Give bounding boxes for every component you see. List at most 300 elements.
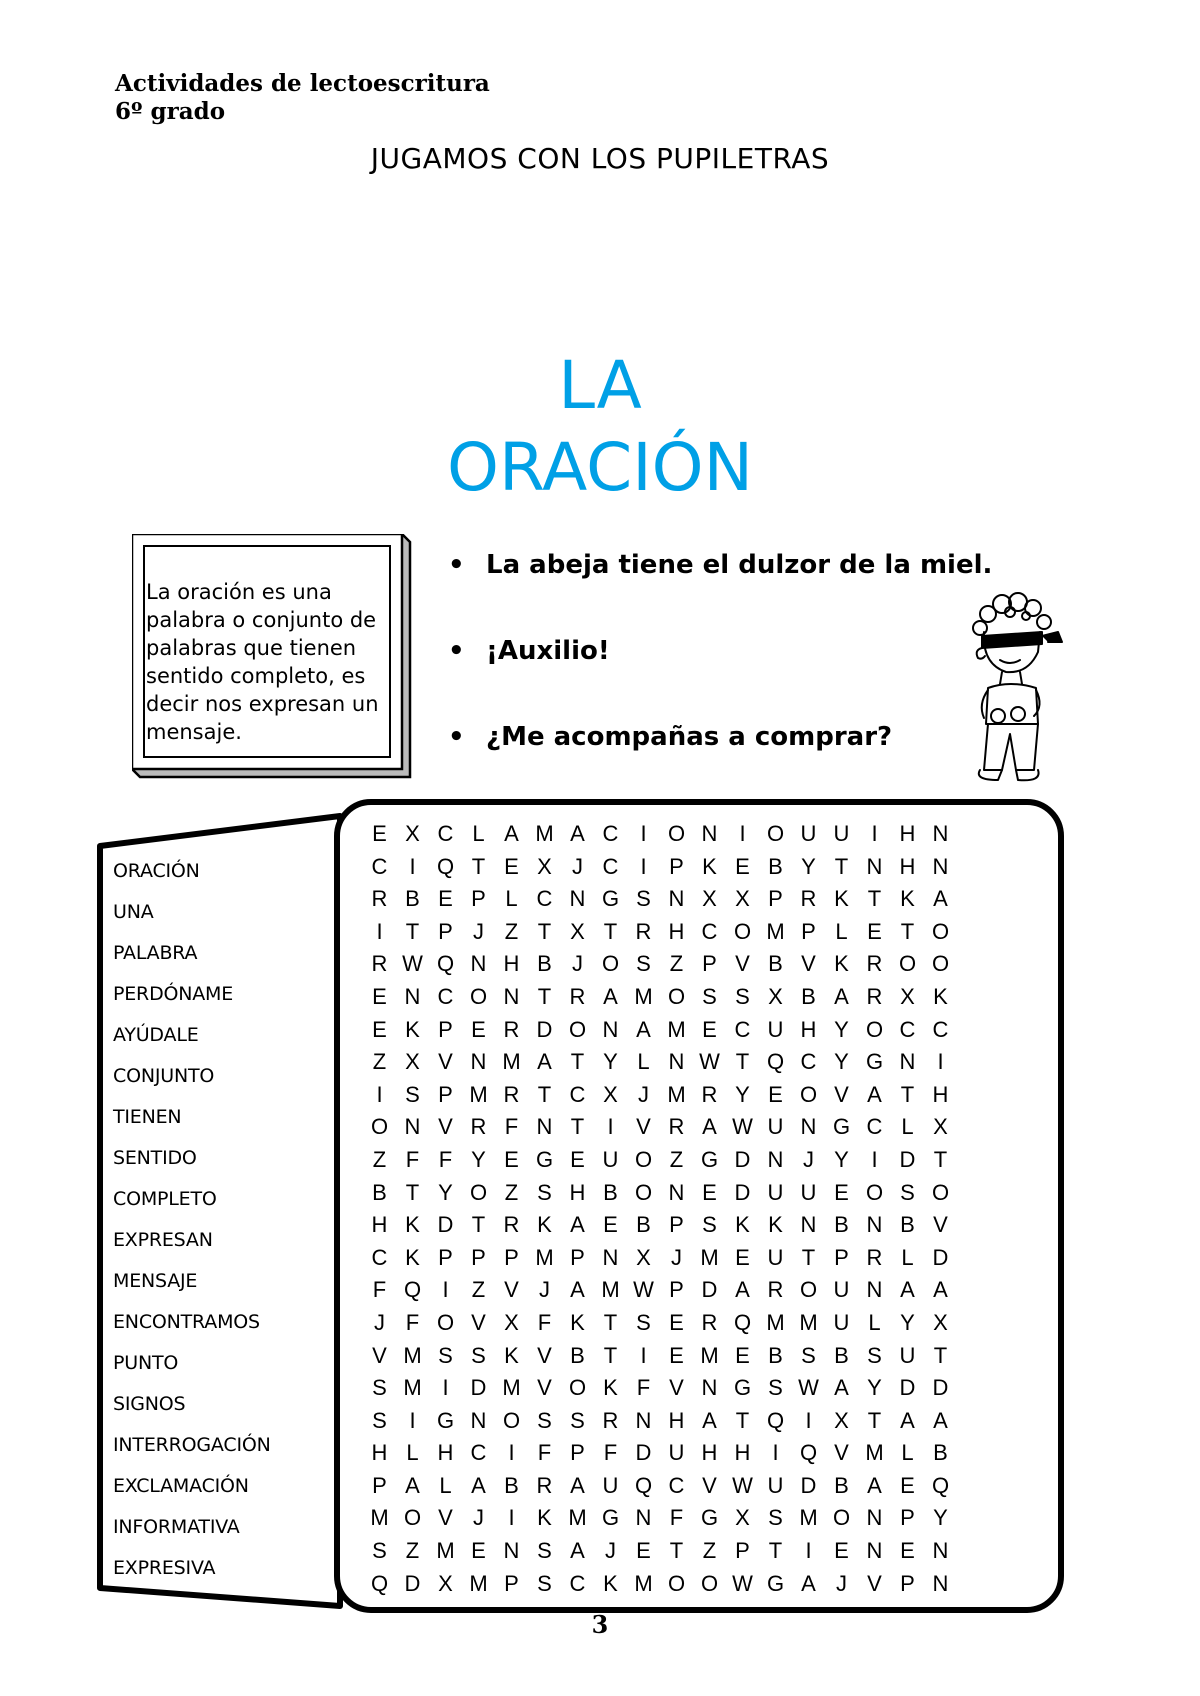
grid-letter[interactable]: E: [867, 918, 882, 944]
grid-letter[interactable]: N: [404, 983, 421, 1009]
grid-letter[interactable]: O: [700, 1570, 719, 1596]
grid-letter[interactable]: M: [403, 1375, 422, 1401]
grid-letter[interactable]: V: [933, 1212, 948, 1238]
grid-letter[interactable]: E: [570, 1146, 585, 1172]
grid-letter[interactable]: H: [800, 1016, 817, 1042]
grid-letter[interactable]: E: [603, 1212, 618, 1238]
grid-letter[interactable]: K: [735, 1212, 750, 1238]
grid-letter[interactable]: A: [867, 1081, 882, 1107]
grid-letter[interactable]: M: [436, 1538, 455, 1564]
grid-letter[interactable]: T: [537, 983, 552, 1009]
grid-letter[interactable]: K: [537, 1212, 552, 1238]
grid-letter[interactable]: K: [405, 1212, 420, 1238]
grid-letter[interactable]: X: [636, 1244, 651, 1270]
grid-letter[interactable]: X: [768, 983, 783, 1009]
grid-letter[interactable]: D: [899, 1146, 916, 1172]
grid-letter[interactable]: S: [735, 983, 750, 1009]
grid-letter[interactable]: E: [900, 1472, 915, 1498]
grid-letter[interactable]: A: [900, 1407, 915, 1433]
grid-letter[interactable]: A: [636, 1016, 651, 1042]
grid-letter[interactable]: U: [800, 1179, 817, 1205]
grid-letter[interactable]: K: [768, 1212, 783, 1238]
grid-letter[interactable]: E: [471, 1538, 486, 1564]
grid-letter[interactable]: N: [602, 1244, 619, 1270]
grid-letter[interactable]: V: [834, 1440, 849, 1466]
grid-letter[interactable]: H: [668, 918, 685, 944]
grid-letter[interactable]: L: [868, 1309, 881, 1335]
grid-letter[interactable]: L: [439, 1472, 452, 1498]
grid-letter[interactable]: R: [503, 1016, 520, 1042]
grid-letter[interactable]: M: [634, 983, 653, 1009]
grid-letter[interactable]: E: [702, 1179, 717, 1205]
grid-letter[interactable]: H: [701, 1440, 718, 1466]
grid-letter[interactable]: O: [931, 951, 950, 977]
grid-letter[interactable]: H: [569, 1179, 586, 1205]
grid-letter[interactable]: Y: [603, 1049, 618, 1075]
grid-letter[interactable]: D: [635, 1440, 652, 1466]
grid-letter[interactable]: V: [438, 1114, 453, 1140]
grid-letter[interactable]: Z: [669, 951, 684, 977]
grid-letter[interactable]: U: [767, 1472, 784, 1498]
grid-letter[interactable]: Q: [403, 1277, 422, 1303]
grid-letter[interactable]: U: [767, 1244, 784, 1270]
grid-letter[interactable]: N: [866, 1212, 883, 1238]
grid-letter[interactable]: W: [798, 1375, 819, 1401]
grid-letter[interactable]: O: [799, 1081, 818, 1107]
grid-letter[interactable]: D: [437, 1212, 454, 1238]
grid-letter[interactable]: E: [438, 886, 453, 912]
grid-letter[interactable]: P: [900, 1570, 915, 1596]
grid-letter[interactable]: I: [805, 1538, 812, 1564]
grid-letter[interactable]: Z: [405, 1538, 420, 1564]
grid-letter[interactable]: B: [405, 886, 420, 912]
grid-letter[interactable]: T: [570, 1049, 585, 1075]
grid-letter[interactable]: H: [734, 1440, 751, 1466]
grid-letter[interactable]: A: [735, 1277, 750, 1303]
grid-letter[interactable]: G: [832, 1114, 851, 1140]
grid-letter[interactable]: T: [735, 1049, 750, 1075]
grid-letter[interactable]: U: [833, 1309, 850, 1335]
grid-letter[interactable]: A: [570, 1212, 585, 1238]
grid-letter[interactable]: B: [603, 1179, 618, 1205]
grid-letter[interactable]: D: [932, 1244, 949, 1270]
grid-letter[interactable]: Z: [471, 1277, 486, 1303]
grid-letter[interactable]: C: [470, 1440, 487, 1466]
grid-letter[interactable]: G: [601, 1505, 620, 1531]
grid-letter[interactable]: O: [403, 1505, 422, 1531]
grid-letter[interactable]: Y: [834, 1146, 849, 1172]
grid-letter[interactable]: A: [834, 1375, 849, 1401]
grid-letter[interactable]: U: [668, 1440, 685, 1466]
grid-letter[interactable]: V: [735, 951, 750, 977]
grid-letter[interactable]: C: [701, 918, 718, 944]
grid-letter[interactable]: P: [504, 1244, 519, 1270]
grid-letter[interactable]: R: [668, 1114, 685, 1140]
grid-letter[interactable]: B: [768, 1342, 783, 1368]
grid-letter[interactable]: C: [569, 1081, 586, 1107]
grid-letter[interactable]: P: [768, 886, 783, 912]
grid-letter[interactable]: N: [800, 1212, 817, 1238]
grid-letter[interactable]: U: [602, 1146, 619, 1172]
grid-letter[interactable]: C: [371, 1244, 388, 1270]
grid-letter[interactable]: I: [640, 853, 647, 879]
grid-letter[interactable]: E: [834, 1538, 849, 1564]
grid-letter[interactable]: N: [866, 1505, 883, 1531]
grid-letter[interactable]: F: [669, 1505, 684, 1531]
grid-letter[interactable]: X: [702, 886, 717, 912]
grid-letter[interactable]: O: [898, 951, 917, 977]
grid-letter[interactable]: E: [669, 1309, 684, 1335]
grid-letter[interactable]: J: [836, 1570, 847, 1596]
grid-letter[interactable]: V: [801, 951, 816, 977]
grid-letter[interactable]: C: [569, 1570, 586, 1596]
grid-letter[interactable]: S: [801, 1342, 816, 1368]
grid-letter[interactable]: N: [866, 1538, 883, 1564]
grid-letter[interactable]: C: [371, 853, 388, 879]
grid-letter[interactable]: J: [605, 1538, 616, 1564]
grid-letter[interactable]: Q: [766, 1049, 785, 1075]
grid-letter[interactable]: D: [404, 1570, 421, 1596]
grid-letter[interactable]: E: [669, 1342, 684, 1368]
grid-letter[interactable]: D: [932, 1375, 949, 1401]
grid-letter[interactable]: O: [832, 1505, 851, 1531]
grid-letter[interactable]: R: [503, 1081, 520, 1107]
grid-letter[interactable]: P: [504, 1570, 519, 1596]
grid-letter[interactable]: P: [669, 1212, 684, 1238]
grid-letter[interactable]: V: [669, 1375, 684, 1401]
grid-letter[interactable]: R: [866, 951, 883, 977]
grid-letter[interactable]: P: [669, 853, 684, 879]
grid-letter[interactable]: R: [866, 1244, 883, 1270]
grid-letter[interactable]: E: [768, 1081, 783, 1107]
grid-letter[interactable]: V: [438, 1049, 453, 1075]
grid-letter[interactable]: E: [735, 1244, 750, 1270]
grid-letter[interactable]: E: [636, 1538, 651, 1564]
grid-letter[interactable]: P: [669, 1277, 684, 1303]
grid-letter[interactable]: T: [471, 853, 486, 879]
grid-letter[interactable]: Q: [799, 1440, 818, 1466]
grid-letter[interactable]: R: [503, 1212, 520, 1238]
grid-letter[interactable]: G: [700, 1505, 719, 1531]
grid-letter[interactable]: K: [603, 1375, 618, 1401]
grid-letter[interactable]: S: [768, 1505, 783, 1531]
grid-letter[interactable]: I: [442, 1277, 449, 1303]
grid-letter[interactable]: T: [603, 1309, 618, 1335]
grid-letter[interactable]: A: [570, 1538, 585, 1564]
grid-letter[interactable]: S: [636, 1309, 651, 1335]
grid-letter[interactable]: K: [834, 951, 849, 977]
grid-letter[interactable]: D: [899, 1375, 916, 1401]
grid-letter[interactable]: N: [470, 1049, 487, 1075]
grid-letter[interactable]: R: [800, 886, 817, 912]
grid-letter[interactable]: X: [735, 1505, 750, 1531]
grid-letter[interactable]: F: [405, 1309, 420, 1335]
grid-letter[interactable]: J: [374, 1309, 385, 1335]
grid-letter[interactable]: G: [700, 1146, 719, 1172]
grid-letter[interactable]: L: [835, 918, 848, 944]
grid-letter[interactable]: B: [372, 1179, 387, 1205]
grid-letter[interactable]: M: [865, 1440, 884, 1466]
grid-letter[interactable]: S: [438, 1342, 453, 1368]
grid-letter[interactable]: C: [734, 1016, 751, 1042]
grid-letter[interactable]: C: [668, 1472, 685, 1498]
grid-letter[interactable]: T: [669, 1538, 684, 1564]
grid-letter[interactable]: Y: [735, 1081, 750, 1107]
grid-letter[interactable]: T: [900, 1081, 915, 1107]
grid-letter[interactable]: C: [866, 1114, 883, 1140]
grid-letter[interactable]: V: [867, 1570, 882, 1596]
grid-letter[interactable]: F: [537, 1309, 552, 1335]
grid-letter[interactable]: E: [735, 1342, 750, 1368]
grid-letter[interactable]: V: [504, 1277, 519, 1303]
grid-letter[interactable]: Q: [436, 951, 455, 977]
grid-letter[interactable]: C: [899, 1016, 916, 1042]
grid-letter[interactable]: J: [572, 853, 583, 879]
grid-letter[interactable]: N: [932, 853, 949, 879]
grid-letter[interactable]: V: [834, 1081, 849, 1107]
grid-letter[interactable]: G: [436, 1407, 455, 1433]
grid-letter[interactable]: H: [932, 1081, 949, 1107]
grid-letter[interactable]: U: [899, 1342, 916, 1368]
grid-letter[interactable]: S: [900, 1179, 915, 1205]
grid-letter[interactable]: Q: [931, 1472, 950, 1498]
grid-letter[interactable]: N: [470, 1407, 487, 1433]
grid-letter[interactable]: V: [537, 1375, 552, 1401]
grid-letter[interactable]: F: [504, 1114, 519, 1140]
grid-letter[interactable]: K: [834, 886, 849, 912]
grid-letter[interactable]: U: [767, 1016, 784, 1042]
grid-letter[interactable]: O: [865, 1016, 884, 1042]
grid-letter[interactable]: H: [503, 951, 520, 977]
grid-letter[interactable]: M: [700, 1342, 719, 1368]
grid-letter[interactable]: Q: [766, 1407, 785, 1433]
grid-letter[interactable]: J: [473, 918, 484, 944]
grid-letter[interactable]: C: [932, 1016, 949, 1042]
grid-letter[interactable]: I: [409, 1407, 416, 1433]
grid-letter[interactable]: U: [602, 1472, 619, 1498]
grid-letter[interactable]: S: [372, 1538, 387, 1564]
grid-letter[interactable]: A: [867, 1472, 882, 1498]
grid-letter[interactable]: Y: [933, 1505, 948, 1531]
grid-letter[interactable]: O: [931, 918, 950, 944]
grid-letter[interactable]: M: [667, 1081, 686, 1107]
grid-letter[interactable]: Z: [504, 918, 519, 944]
grid-letter[interactable]: M: [700, 1244, 719, 1270]
grid-letter[interactable]: N: [866, 853, 883, 879]
grid-letter[interactable]: O: [634, 1146, 653, 1172]
grid-letter[interactable]: T: [867, 1407, 882, 1433]
grid-letter[interactable]: W: [402, 951, 423, 977]
grid-letter[interactable]: M: [469, 1081, 488, 1107]
grid-letter[interactable]: D: [800, 1472, 817, 1498]
grid-letter[interactable]: K: [405, 1244, 420, 1270]
grid-letter[interactable]: J: [671, 1244, 682, 1270]
grid-letter[interactable]: N: [932, 1538, 949, 1564]
grid-letter[interactable]: K: [900, 886, 915, 912]
grid-letter[interactable]: X: [834, 1407, 849, 1433]
grid-letter[interactable]: T: [405, 918, 420, 944]
grid-letter[interactable]: N: [569, 886, 586, 912]
grid-letter[interactable]: N: [635, 1407, 652, 1433]
grid-letter[interactable]: A: [834, 983, 849, 1009]
grid-letter[interactable]: I: [409, 853, 416, 879]
grid-letter[interactable]: M: [403, 1342, 422, 1368]
grid-letter[interactable]: P: [900, 1505, 915, 1531]
grid-letter[interactable]: T: [471, 1212, 486, 1238]
grid-letter[interactable]: A: [405, 1472, 420, 1498]
grid-letter[interactable]: N: [602, 1016, 619, 1042]
grid-letter[interactable]: T: [735, 1407, 750, 1433]
grid-letter[interactable]: G: [865, 1049, 884, 1075]
grid-letter[interactable]: L: [406, 1440, 419, 1466]
grid-letter[interactable]: L: [505, 886, 518, 912]
grid-letter[interactable]: A: [537, 1049, 552, 1075]
grid-letter[interactable]: P: [735, 1538, 750, 1564]
grid-letter[interactable]: Z: [702, 1538, 717, 1564]
grid-letter[interactable]: N: [668, 886, 685, 912]
grid-letter[interactable]: P: [438, 1016, 453, 1042]
grid-letter[interactable]: L: [901, 1244, 914, 1270]
grid-letter[interactable]: N: [932, 821, 949, 846]
grid-letter[interactable]: K: [405, 1016, 420, 1042]
grid-letter[interactable]: U: [767, 1179, 784, 1205]
grid-letter[interactable]: Y: [834, 1016, 849, 1042]
grid-letter[interactable]: S: [372, 1407, 387, 1433]
grid-letter[interactable]: S: [702, 983, 717, 1009]
grid-letter[interactable]: L: [901, 1440, 914, 1466]
grid-letter[interactable]: X: [735, 886, 750, 912]
grid-letter[interactable]: R: [470, 1114, 487, 1140]
grid-letter[interactable]: O: [799, 1277, 818, 1303]
grid-letter[interactable]: N: [503, 983, 520, 1009]
grid-letter[interactable]: T: [867, 886, 882, 912]
grid-letter[interactable]: E: [504, 1146, 519, 1172]
grid-letter[interactable]: N: [635, 1505, 652, 1531]
grid-letter[interactable]: M: [502, 1375, 521, 1401]
grid-letter[interactable]: V: [372, 1342, 387, 1368]
grid-letter[interactable]: H: [371, 1440, 388, 1466]
grid-letter[interactable]: C: [602, 853, 619, 879]
grid-letter[interactable]: K: [570, 1309, 585, 1335]
grid-letter[interactable]: O: [568, 1375, 587, 1401]
grid-letter[interactable]: S: [372, 1375, 387, 1401]
grid-letter[interactable]: O: [469, 983, 488, 1009]
grid-letter[interactable]: D: [734, 1146, 751, 1172]
grid-letter[interactable]: X: [933, 1114, 948, 1140]
grid-letter[interactable]: M: [634, 1570, 653, 1596]
grid-letter[interactable]: T: [933, 1146, 948, 1172]
grid-letter[interactable]: A: [702, 1407, 717, 1433]
grid-letter[interactable]: J: [803, 1146, 814, 1172]
grid-letter[interactable]: T: [603, 1342, 618, 1368]
grid-letter[interactable]: P: [834, 1244, 849, 1270]
grid-letter[interactable]: B: [504, 1472, 519, 1498]
grid-letter[interactable]: H: [899, 853, 916, 879]
grid-letter[interactable]: T: [834, 853, 849, 879]
grid-letter[interactable]: O: [667, 821, 686, 846]
grid-letter[interactable]: P: [801, 918, 816, 944]
grid-letter[interactable]: T: [537, 918, 552, 944]
grid-letter[interactable]: Y: [471, 1146, 486, 1172]
grid-letter[interactable]: S: [537, 1407, 552, 1433]
grid-letter[interactable]: M: [502, 1049, 521, 1075]
grid-letter[interactable]: N: [800, 1114, 817, 1140]
grid-letter[interactable]: P: [372, 1472, 387, 1498]
grid-letter[interactable]: S: [471, 1342, 486, 1368]
grid-letter[interactable]: I: [805, 1407, 812, 1433]
grid-letter[interactable]: D: [734, 1179, 751, 1205]
grid-letter[interactable]: M: [535, 1244, 554, 1270]
grid-letter[interactable]: C: [437, 983, 454, 1009]
grid-letter[interactable]: I: [640, 1342, 647, 1368]
grid-letter[interactable]: N: [536, 1114, 553, 1140]
grid-letter[interactable]: R: [371, 951, 388, 977]
grid-letter[interactable]: I: [376, 918, 383, 944]
grid-letter[interactable]: B: [768, 853, 783, 879]
grid-letter[interactable]: A: [933, 886, 948, 912]
grid-letter[interactable]: S: [636, 951, 651, 977]
grid-letter[interactable]: N: [767, 1146, 784, 1172]
grid-letter[interactable]: C: [602, 821, 619, 846]
grid-letter[interactable]: O: [502, 1407, 521, 1433]
grid-letter[interactable]: Q: [370, 1570, 389, 1596]
grid-letter[interactable]: I: [508, 1440, 515, 1466]
grid-letter[interactable]: S: [537, 1570, 552, 1596]
grid-letter[interactable]: N: [404, 1114, 421, 1140]
grid-letter[interactable]: K: [537, 1505, 552, 1531]
grid-letter[interactable]: B: [537, 951, 552, 977]
grid-letter[interactable]: T: [537, 1081, 552, 1107]
grid-letter[interactable]: R: [767, 1277, 784, 1303]
grid-letter[interactable]: O: [568, 1016, 587, 1042]
grid-letter[interactable]: R: [602, 1407, 619, 1433]
grid-letter[interactable]: Z: [504, 1179, 519, 1205]
grid-letter[interactable]: K: [702, 853, 717, 879]
grid-letter[interactable]: C: [437, 821, 454, 846]
grid-letter[interactable]: U: [833, 1277, 850, 1303]
grid-letter[interactable]: I: [937, 1049, 944, 1075]
grid-letter[interactable]: N: [899, 1049, 916, 1075]
grid-letter[interactable]: X: [570, 918, 585, 944]
grid-letter[interactable]: S: [867, 1342, 882, 1368]
grid-letter[interactable]: C: [800, 1049, 817, 1075]
grid-letter[interactable]: P: [702, 951, 717, 977]
grid-letter[interactable]: Q: [436, 853, 455, 879]
grid-letter[interactable]: P: [438, 918, 453, 944]
grid-letter[interactable]: I: [640, 821, 647, 846]
grid-letter[interactable]: E: [702, 1016, 717, 1042]
grid-letter[interactable]: A: [933, 1407, 948, 1433]
grid-letter[interactable]: X: [405, 1049, 420, 1075]
grid-letter[interactable]: L: [472, 821, 485, 846]
grid-letter[interactable]: P: [471, 1244, 486, 1270]
grid-letter[interactable]: Y: [438, 1179, 453, 1205]
grid-letter[interactable]: X: [537, 853, 552, 879]
grid-letter[interactable]: J: [473, 1505, 484, 1531]
grid-letter[interactable]: Z: [372, 1146, 387, 1172]
grid-letter[interactable]: T: [768, 1538, 783, 1564]
grid-letter[interactable]: O: [667, 983, 686, 1009]
grid-letter[interactable]: W: [699, 1049, 720, 1075]
grid-letter[interactable]: B: [768, 951, 783, 977]
grid-letter[interactable]: N: [668, 1179, 685, 1205]
grid-letter[interactable]: Q: [634, 1472, 653, 1498]
grid-letter[interactable]: O: [766, 821, 785, 846]
grid-letter[interactable]: C: [536, 886, 553, 912]
grid-letter[interactable]: P: [438, 1244, 453, 1270]
grid-letter[interactable]: X: [438, 1570, 453, 1596]
grid-letter[interactable]: H: [899, 821, 916, 846]
